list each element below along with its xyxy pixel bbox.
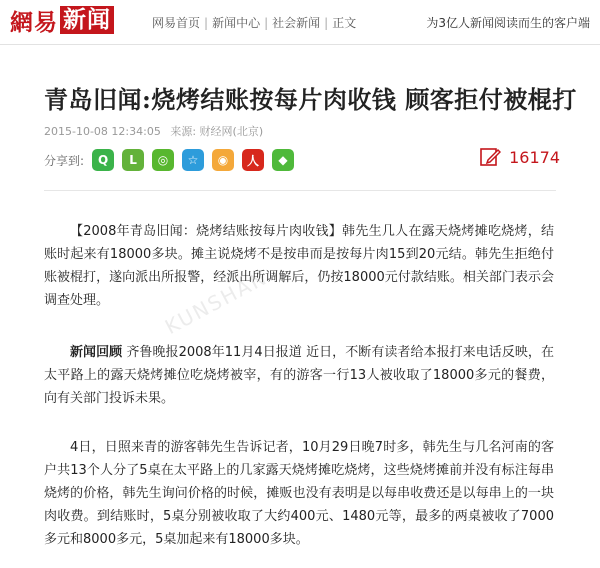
article-source: 来源: 财经网(北京) xyxy=(170,125,264,138)
breadcrumb-separator: | xyxy=(324,16,329,30)
client-download-link[interactable]: 为3亿人新闻阅读而生的客户端 xyxy=(426,16,590,30)
article-paragraph-3: 4日，日照来青的游客韩先生告诉记者，10月29日晚7时多，韩先生与几名河南的客户共13个人分了5桌在太平路上的几家露天烧烤摊吃烧烤，这些烧烤摊前并没有标注每串烧烤的价格，韩先生询问价格的时候，摊贩也没有表明是以每串收费还是以每串上的一块肉收费。到结账时，5桌分别被收取了大约400元、1480元等，最多的两桌被收了7000多元和8000多元，5桌加起来有18000多块。 xyxy=(44,440,554,547)
news-review-label: 新闻回顾 xyxy=(70,345,123,360)
logo-xinwen: 新闻 xyxy=(60,6,114,34)
watermark: KUNSHAN xyxy=(160,264,272,340)
share-wechat-icon[interactable]: ◎ xyxy=(152,149,174,171)
breadcrumb-news-center-link[interactable]: 新闻中心 xyxy=(212,16,261,30)
comment-edit-icon xyxy=(479,146,501,168)
logo-wangyi: 網易 xyxy=(10,8,58,36)
article-paragraph-2 xyxy=(44,341,554,410)
share-bar xyxy=(44,148,302,172)
share-lofter-icon[interactable]: L xyxy=(122,149,144,171)
breadcrumb-separator: | xyxy=(264,16,269,30)
share-label: 分享到: xyxy=(44,153,85,168)
article-meta xyxy=(44,123,263,139)
breadcrumb-separator: | xyxy=(204,16,209,30)
netease-news-logo[interactable] xyxy=(10,6,114,34)
breadcrumb-home-link[interactable]: 网易首页 xyxy=(152,16,201,30)
article-paragraph-1: 【2008年青岛旧闻：烧烤结账按每片肉收钱】韩先生几人在露天烧烤摊吃烧烤，结账时起来有18000多块。摊主说烧烤不是按串而是按每片肉15到20元结。韩先生拒绝付账被棍打，遂向派出所报警，经派出所调解后，仍按18000元付款结账。相关部门表示会调查处理。 xyxy=(44,224,554,308)
share-yixin-icon[interactable]: ◆ xyxy=(272,149,294,171)
top-navigation-bar xyxy=(0,0,600,45)
breadcrumb xyxy=(152,14,356,31)
breadcrumb-current: 正文 xyxy=(332,16,357,30)
share-renren-icon[interactable]: 人 xyxy=(242,149,264,171)
article-paragraph-2-text: 齐鲁晚报2008年11月4日报道 近日，不断有读者给本报打来电话反映，在太平路上的露天烧烤摊位吃烧烤被宰，有的游客一行13人被收取了18000多元的餐费，向有关部门投诉未果。 xyxy=(44,345,554,406)
share-favorite-icon[interactable]: ☆ xyxy=(182,149,204,171)
publish-datetime: 2015-10-08 12:34:05 xyxy=(44,125,161,138)
share-qzone-icon[interactable]: Q xyxy=(92,149,114,171)
share-weibo-icon[interactable]: ◉ xyxy=(212,149,234,171)
article-title: 青岛旧闻:烧烤结账按每片肉收钱 顾客拒付被棍打 xyxy=(44,85,577,114)
breadcrumb-social-news-link[interactable]: 社会新闻 xyxy=(272,16,321,30)
comment-count: 16174 xyxy=(509,147,560,167)
comment-count-button[interactable] xyxy=(479,146,560,168)
header-divider xyxy=(44,190,556,191)
